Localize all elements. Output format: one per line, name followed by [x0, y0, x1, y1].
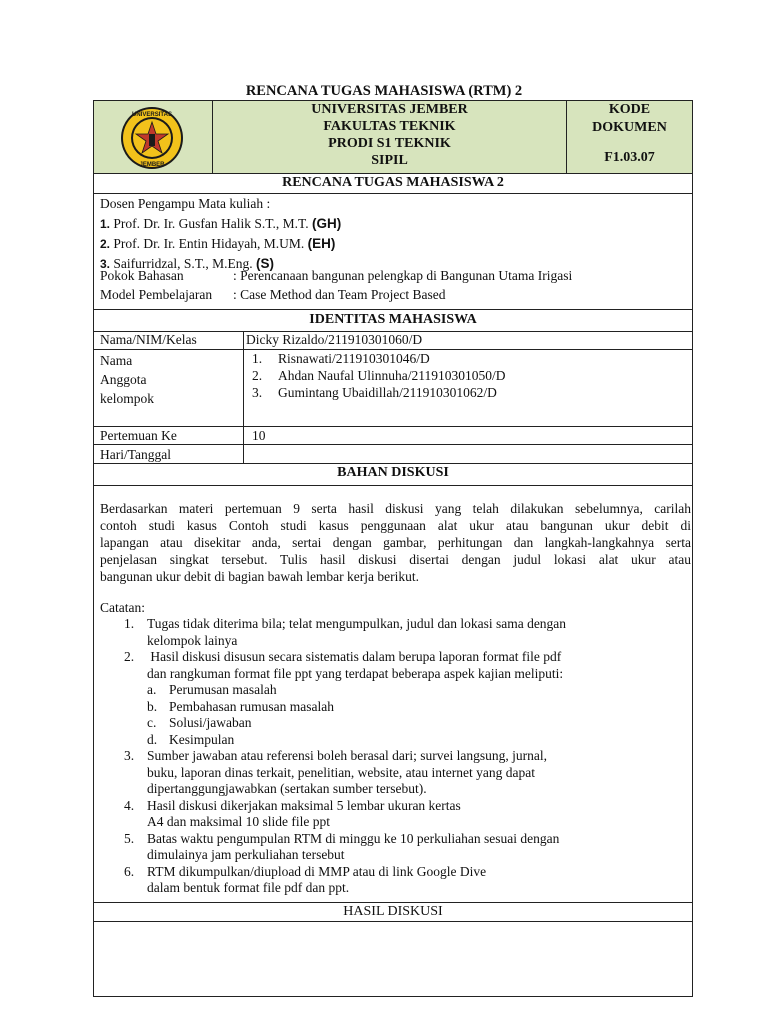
institution-block	[213, 101, 566, 169]
list-item: 2. Ahdan Naufal Ulinnuha/211910301050/D	[252, 368, 506, 383]
pokok-bahasan-value: : Perencanaan bangunan pelengkap di Bangunan Utama Irigasi	[233, 268, 573, 283]
pertemuan-value: 10	[252, 428, 266, 443]
model-pembelajaran-value: : Case Method dan Team Project Based	[233, 287, 446, 302]
list-item: 3. Gumintang Ubaidillah/211910301062/D	[252, 385, 497, 400]
institution-line: UNIVERSITAS JEMBER	[311, 102, 468, 117]
kode-value: F1.03.07	[604, 150, 655, 165]
nama-nim-label: Nama/NIM/Kelas	[100, 332, 197, 347]
list-item: 2. Hasil diskusi disusun secara sistematis dalam berupa laporan format file pdf dan rangkuman format file ppt yang terdapat beberapa aspek kajian meliputi: a. Perumusan masalah b. Pembahasan rumusan masalah c. Solusi/jawaban d. Kesimpulan	[100, 649, 690, 748]
hasil-title: HASIL DISKUSI	[343, 904, 443, 919]
document-title: RENCANA TUGAS MAHASISWA (RTM) 2	[245, 83, 523, 99]
list-item: 1. Risnawati/211910301046/D	[252, 351, 430, 366]
pokok-bahasan-label: Pokok Bahasan	[100, 268, 184, 283]
university-logo	[120, 106, 184, 170]
model-pembelajaran-label: Model Pembelajaran	[100, 287, 213, 302]
pokok-bahasan-row	[100, 268, 690, 288]
list-item: 1. Tugas tidak diterima bila; telat mengumpulkan, judul dan lokasi sama dengan kelompok lainya	[124, 616, 567, 648]
bahan-title: BAHAN DISKUSI	[337, 465, 449, 480]
nama-nim-value: Dicky Rizaldo/211910301060/D	[246, 332, 423, 347]
list-item: d. Kesimpulan	[147, 731, 235, 747]
dosen-block	[100, 194, 341, 274]
dosen-item: 3. Saifurridzal, S.T., M.Eng. (S)	[100, 256, 274, 271]
kode-label: DOKUMEN	[592, 120, 667, 135]
anggota-label: Nama Anggota kelompok	[100, 353, 154, 406]
institution-line: PRODI S1 TEKNIK	[328, 136, 451, 151]
section-title: RENCANA TUGAS MAHASISWA 2	[282, 175, 504, 190]
svg-text:UNIVERSITAS: UNIVERSITAS	[132, 112, 172, 118]
list-item: a. Perumusan masalah	[147, 682, 277, 697]
hasil-area[interactable]	[94, 922, 692, 996]
bahan-paragraph: Berdasarkan materi pertemuan 9 serta hasil diskusi yang telah dilakukan sebelumnya, carilah contoh studi kasus Contoh studi kasus penggunaan alat ukur atau bangunan ukur debit di lapangan atau disekitar anda, sertai dengan gambar, perhitungan dan langkah-langkahnya serta penjelasan singkat tersebut. Tulis hasil diskusi disertai dengan judul lokasi alat ukur atau bangunan ukur debit di bagian bawah lembar kerja berikut.	[100, 501, 691, 584]
list-item: 6. RTM dikumpulkan/diupload di MMP atau di link Google Dive dalam bentuk format file pdf dan ppt.	[124, 863, 487, 895]
dosen-item: 1. Prof. Dr. Ir. Gusfan Halik S.T., M.T. (GH)	[100, 216, 342, 231]
catatan-list	[100, 616, 690, 897]
svg-text:JEMBER: JEMBER	[139, 162, 165, 168]
dosen-label: Dosen Pengampu Mata kuliah :	[100, 196, 271, 211]
list-item: 4. Hasil diskusi dikerjakan maksimal 5 lembar ukuran kertas A4 dan maksimal 10 slide file ppt	[124, 797, 461, 829]
pertemuan-label: Pertemuan Ke	[100, 428, 177, 443]
kode-label: KODE	[608, 102, 651, 117]
kode-dokumen	[567, 101, 692, 137]
list-item: 5. Batas waktu pengumpulan RTM di minggu ke 10 perkuliahan sesuai dengan dimulainya jam perkuliahan tersebut	[124, 830, 560, 862]
hari-label: Hari/Tanggal	[100, 447, 172, 462]
list-item: b. Pembahasan rumusan masalah	[147, 698, 334, 714]
list-item: c. Solusi/jawaban	[147, 715, 252, 730]
institution-line: SIPIL	[371, 153, 408, 168]
dosen-item: 2. Prof. Dr. Ir. Entin Hidayah, M.UM. (EH)	[100, 236, 336, 251]
logo-icon	[120, 106, 184, 170]
catatan-label: Catatan:	[100, 600, 145, 615]
identitas-title: IDENTITAS MAHASISWA	[309, 312, 477, 327]
anggota-list	[252, 350, 682, 401]
model-pembelajaran-row	[100, 287, 690, 307]
list-item: 3. Sumber jawaban atau referensi boleh berasal dari; survei langsung, jurnal, buku, laporan dinas terkait, penelitian, website, atau internet yang dapat dipertanggungjawabkan (sertakan sumber tersebut).	[124, 748, 547, 796]
institution-line: FAKULTAS TEKNIK	[323, 119, 456, 134]
